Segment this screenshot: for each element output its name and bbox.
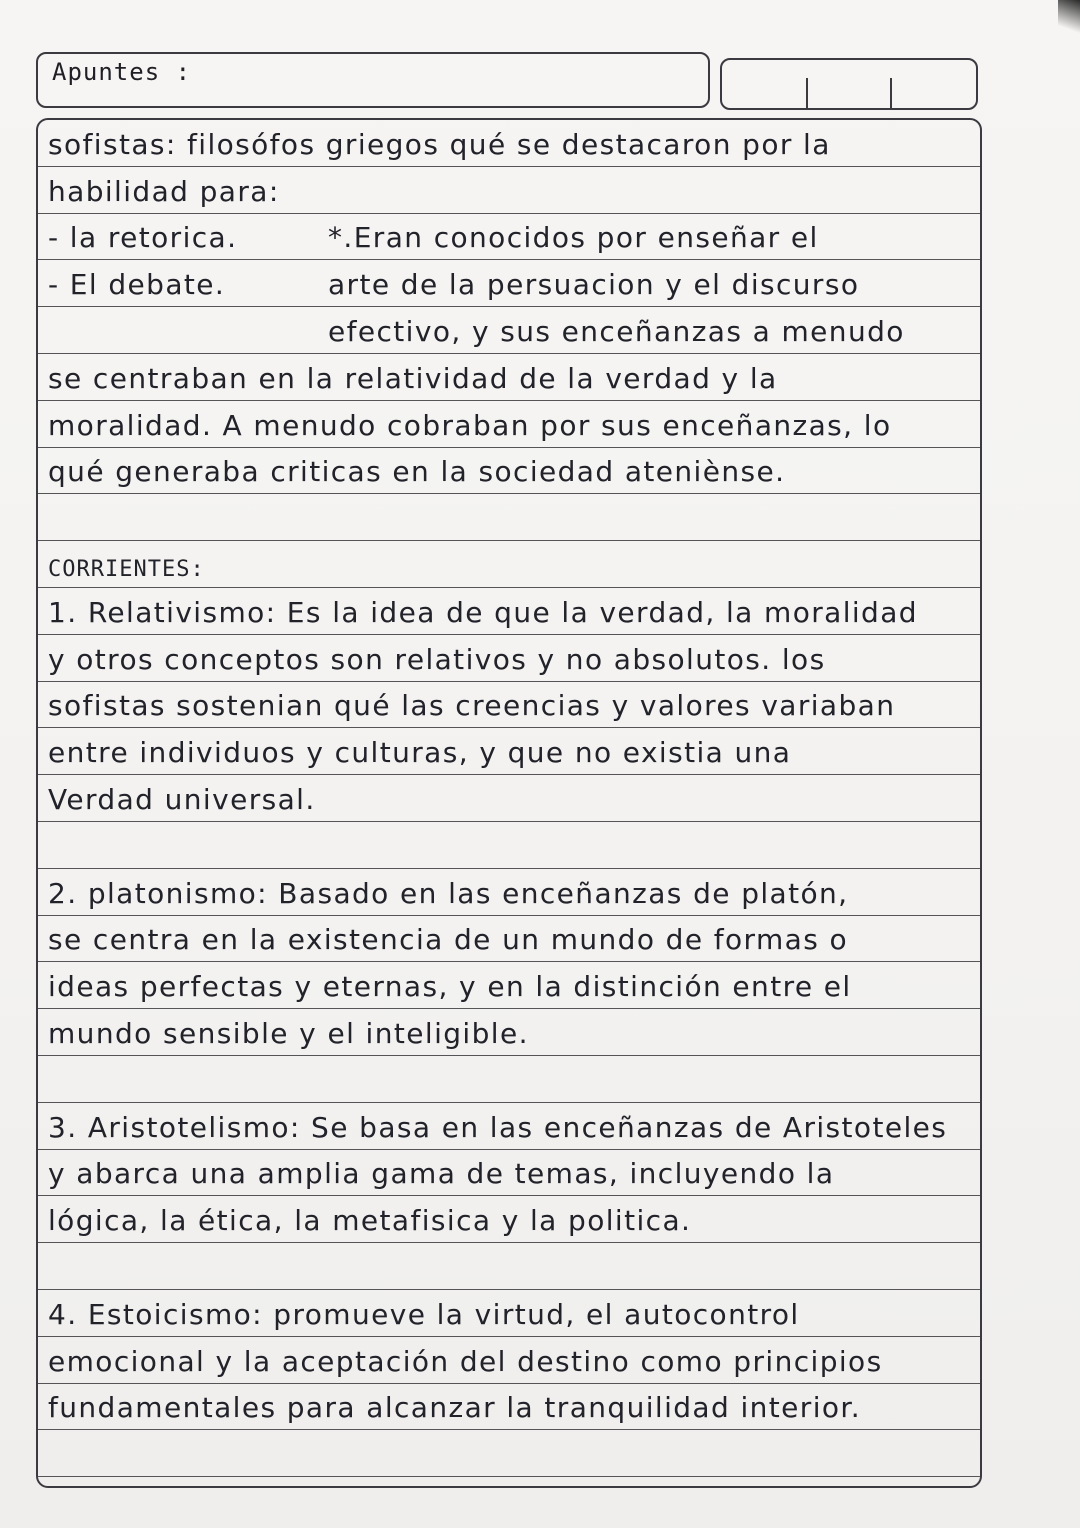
note-text: y abarca una amplia gama de temas, incluyendo la — [48, 1157, 835, 1191]
ruled-line — [38, 1290, 980, 1337]
note-text: lógica, la ética, la metafisica y la politica. — [48, 1204, 692, 1238]
note-text: fundamentales para alcanzar la tranquilidad interior. — [48, 1391, 862, 1425]
ruled-line — [38, 962, 980, 1009]
ruled-line — [38, 1384, 980, 1431]
ruled-line — [38, 1430, 980, 1477]
note-text: habilidad para: — [48, 174, 280, 208]
note-text-left: - El debate. — [48, 268, 226, 302]
ruled-line — [38, 682, 980, 729]
note-text-left: - la retorica. — [48, 221, 238, 255]
note-text: se centra en la existencia de un mundo de formas o — [48, 923, 849, 957]
note-text: entre individuos y culturas, y que no existia una — [48, 736, 792, 770]
date-box — [720, 58, 978, 110]
ruled-line — [38, 1009, 980, 1056]
ruled-line — [38, 120, 980, 167]
date-divider — [890, 78, 892, 108]
note-text: se centraban en la relatividad de la verdad y la — [48, 361, 778, 395]
notes-ruled-area — [36, 118, 982, 1488]
ruled-line — [38, 494, 980, 541]
note-text-right: arte de la persuacion y el discurso — [328, 268, 860, 302]
ruled-line — [38, 1103, 980, 1150]
ruled-line — [38, 167, 980, 214]
note-text: 4. Estoicismo: promueve la virtud, el autocontrol — [48, 1297, 800, 1331]
note-text-right: *.Eran conocidos por enseñar el — [328, 221, 819, 255]
ruled-line — [38, 1243, 980, 1290]
notes-title: Apuntes : — [52, 58, 192, 86]
ruled-line — [38, 869, 980, 916]
ruled-line — [38, 354, 980, 401]
note-text: qué generaba criticas en la sociedad ateniènse. — [48, 455, 786, 489]
ruled-line — [38, 728, 980, 775]
note-text: sofistas: filosófos griegos qué se destacaron por la — [48, 127, 831, 161]
section-heading: CORRIENTES: — [48, 556, 205, 582]
note-text: ideas perfectas y eternas, y en la distinción entre el — [48, 970, 852, 1004]
note-text: moralidad. A menudo cobraban por sus enceñanzas, lo — [48, 408, 892, 442]
ruled-line — [38, 401, 980, 448]
notes-title-box — [36, 52, 710, 108]
note-text: mundo sensible y el inteligible. — [48, 1016, 529, 1050]
ruled-line — [38, 541, 980, 588]
ruled-line — [38, 1196, 980, 1243]
ruled-line — [38, 822, 980, 869]
ruled-line — [38, 775, 980, 822]
page-corner-shadow — [1058, 0, 1080, 40]
date-divider — [806, 78, 808, 108]
ruled-line — [38, 307, 980, 354]
note-text: emocional y la aceptación del destino como principios — [48, 1344, 883, 1378]
note-text: 3. Aristotelismo: Se basa en las enceñanzas de Aristoteles — [48, 1110, 948, 1144]
ruled-line — [38, 916, 980, 963]
ruled-line — [38, 1337, 980, 1384]
ruled-line — [38, 260, 980, 307]
ruled-line — [38, 1056, 980, 1103]
note-text: sofistas sostenian qué las creencias y valores variaban — [48, 689, 896, 723]
ruled-line — [38, 1150, 980, 1197]
ruled-line — [38, 588, 980, 635]
ruled-line — [38, 448, 980, 495]
ruled-line — [38, 214, 980, 261]
note-text: 1. Relativismo: Es la idea de que la verdad, la moralidad — [48, 595, 918, 629]
note-text-right: efectivo, y sus enceñanzas a menudo — [328, 314, 905, 348]
note-text: y otros conceptos son relativos y no absolutos. los — [48, 642, 826, 676]
note-text: Verdad universal. — [48, 782, 316, 816]
ruled-line — [38, 635, 980, 682]
note-text: 2. platonismo: Basado en las enceñanzas de platón, — [48, 876, 849, 910]
